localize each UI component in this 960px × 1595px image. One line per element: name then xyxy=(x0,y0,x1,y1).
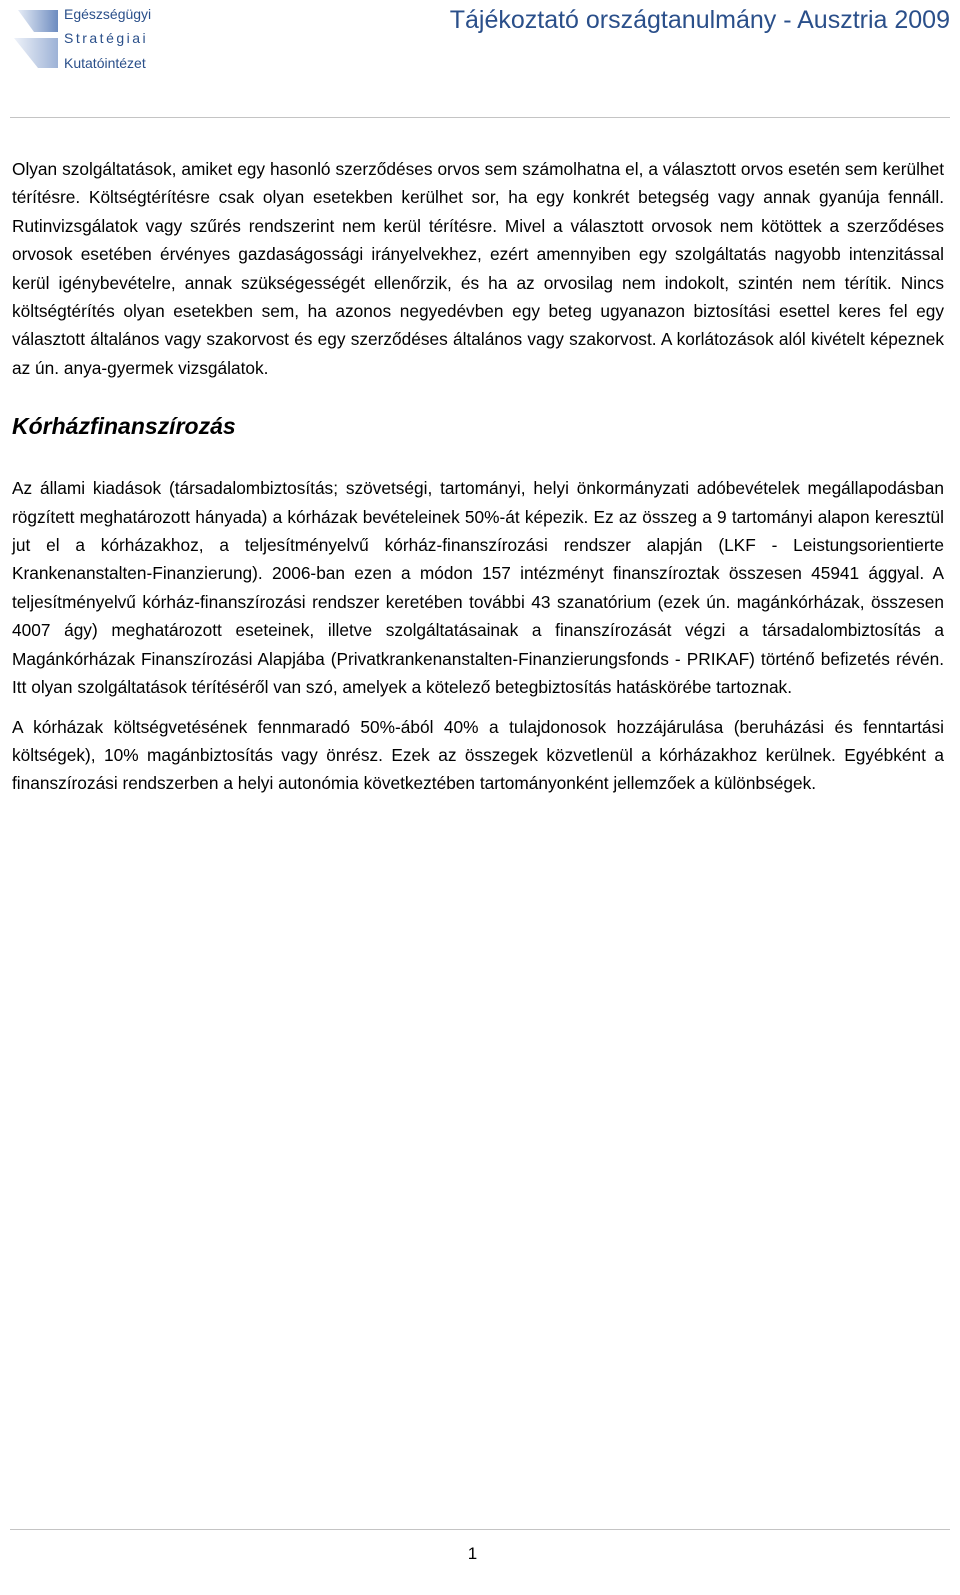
institute-logo xyxy=(14,4,164,74)
document-title: Tájékoztató országtanulmány - Ausztria 2009 xyxy=(449,6,950,34)
page-body xyxy=(12,155,944,798)
logo-line-2: Stratégiai xyxy=(64,30,149,46)
paragraph-1: Olyan szolgáltatások, amiket egy hasonló szerződéses orvos sem számolhatna el, a választott orvos esetén sem kerülhet térítésre. Költségtérítésre csak olyan esetekben kerülhet sor, ha egy konkrét betegség vagy annak gyanúja fennáll. Rutinvizsgálatok vagy szűrés rendszerint nem kerül térítésre. Mivel a választott orvosok nem kötöttek a szerződéses orvosok esetében érvényes gazdaságossági irányelvekhez, ezért amennyiben egy szolgáltatás nagyobb intenzitással kerül igénybevételre, annak szükségességét ellenőrzik, és ha az orvosilag nem indokolt, szintén nem térítik. Nincs költségtérítés olyan esetekben sem, ha azonos negyedévben egy beteg ugyanazon biztosítási esettel keres fel egy választott általános vagy szakorvost és egy szerződéses általános vagy szakorvost. A korlátozások alól kivételt képeznek az ún. anya-gyermek vizsgálatok. xyxy=(12,159,944,378)
logo-line-3: Kutatóintézet xyxy=(64,55,146,71)
section-heading: Kórházfinanszírozás xyxy=(12,413,236,440)
page-number: 1 xyxy=(467,1544,478,1563)
paragraph-2: Az állami kiadások (társadalombiztosítás; szövetségi, tartományi, helyi önkormányzati adóbevételek megállapodásban rögzített meghatározott hányada) a kórházak bevételeinek 50%-át képezik. Ez az összeg a 9 tartományi alapon keresztül jut el a kórházakhoz, a teljesítményelvű kórház-finanszírozási rendszer alapján (LKF - Leistungsorientierte Krankenanstalten-Finanzierung). 2006-ban ezen a módon 157 intézményt finanszíroztak összesen 45941 ággyal. A teljesítményelvű kórház-finanszírozási rendszer keretében további 43 szanatórium (ezek ún. magánkórházak, összesen 4007 ágy) meghatározott eseteinek, illetve szolgáltatásainak a finanszírozását végzi a társadalombiztosítás a Magánkórházak Finanszírozási Alapjába (Privatkrankenanstalten-Finanzierungsfonds - PRIKAF) történő befizetés révén. Itt olyan szolgáltatások térítéséről van szó, amelyek a kötelező betegbiztosítás hatáskörébe tartoznak. xyxy=(12,478,944,698)
page-header xyxy=(0,0,960,120)
logo-mark-icon xyxy=(14,4,58,70)
paragraph-3: A kórházak költségvetésének fennmaradó 50%-ából 40% a tulajdonosok hozzájárulása (beruházási és fenntartási költségek), 10% magánbiztosítás vagy önrész. Ezek az összegek közvetlenül a kórházakhoz kerülnek. Egyébként a finanszírozási rendszerben a helyi autonómia következtében tartományonként jellemzőek a különbségek. xyxy=(12,716,944,794)
header-divider xyxy=(10,117,950,118)
logo-line-1: Egészségügyi xyxy=(64,6,152,22)
footer-divider xyxy=(10,1529,950,1530)
